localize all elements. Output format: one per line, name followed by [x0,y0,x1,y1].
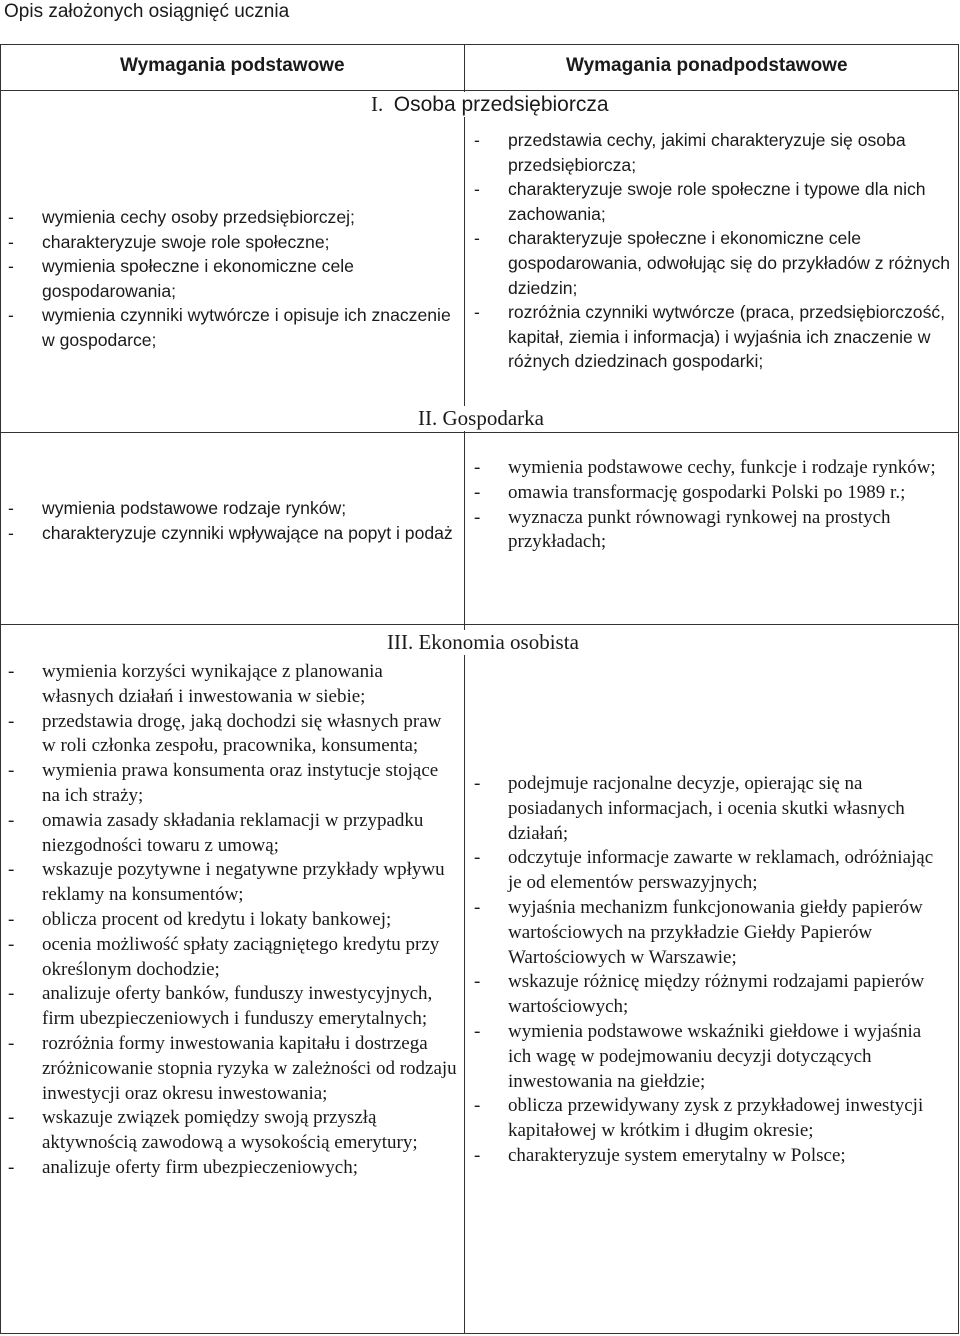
section-numeral-1: I. [371,92,384,116]
section-1-basic-list [6,205,454,353]
column-header-advanced: Wymagania ponadpodstawowe [566,55,848,76]
section-title-2 [415,406,547,431]
section-numeral-3: III. [387,630,414,654]
list-item: - rozróżnia formy inwestowania kapitału i dostrzega zróżnicowanie stopnia ryzyka w zależności od rodzaju inwestycji oraz okresu inwestowania; [6,1032,458,1106]
section-label-2: Gospodarka [442,406,544,430]
section-divider-1 [0,432,959,433]
section-divider-2 [0,624,959,625]
list-item: - rozróżnia czynniki wytwórcze (praca, przedsiębiorczość, kapitał, ziemia i informacja) i wyjaśnia ich znaczenie w różnych dziedzinach gospodarki; [472,300,952,374]
list-item: - wskazuje pozytywne i negatywne przykłady wpływu reklamy na konsumentów; [6,858,458,908]
list-item: - ocenia możliwość spłaty zaciągniętego kredytu przy określonym dochodzie; [6,933,458,983]
list-item: - charakteryzuje społeczne i ekonomiczne cele gospodarowania, odwołując się do przykładów z różnych dziedzin; [472,226,952,300]
section-label-1: Osoba przedsiębiorcza [393,93,609,116]
list-item: - przedstawia cechy, jakimi charakteryzuje się osoba przedsiębiorcza; [472,128,952,177]
list-item: - charakteryzuje system emerytalny w Polsce; [472,1144,948,1169]
column-divider [464,44,465,1334]
list-item: - wymienia podstawowe rodzaje rynków; [6,496,458,521]
section-2-basic-list [6,496,458,545]
list-item: - oblicza procent od kredytu i lokaty bankowej; [6,908,458,933]
section-2-advanced-list [472,456,946,555]
section-1-advanced-list [472,128,952,374]
section-label-3: Ekonomia osobista [418,630,579,654]
section-title-1 [368,92,612,117]
list-item: - wymienia podstawowe cechy, funkcje i rodzaje rynków; [472,456,946,481]
list-item: - podejmuje racjonalne decyzje, opierając się na posiadanych informacjach, i ocenia skutki własnych działań; [472,772,948,846]
list-item: - wskazuje związek pomiędzy swoją przyszłą aktywnością zawodową a wysokością emerytury; [6,1106,458,1156]
list-item: - analizuje oferty banków, funduszy inwestycyjnych, firm ubezpieczeniowych i funduszy emerytalnych; [6,982,458,1032]
list-item: - wskazuje różnicę między różnymi rodzajami papierów wartościowych; [472,970,948,1020]
header-divider [0,90,959,91]
list-item: - charakteryzuje czynniki wpływające na popyt i podaż [6,521,458,546]
list-item: - omawia zasady składania reklamacji w przypadku niezgodności towaru z umową; [6,809,458,859]
page-title: Opis założonych osiągnięć ucznia [4,1,290,22]
list-item: - odczytuje informacje zawarte w reklamach, odróżniając je od elementów perswazyjnych; [472,846,948,896]
section-3-advanced-list [472,772,948,1169]
list-item: - wymienia podstawowe wskaźniki giełdowe i wyjaśnia ich wagę w podejmowaniu decyzji dotyczących inwestowania na giełdzie; [472,1020,948,1094]
list-item: - wymienia czynniki wytwórcze i opisuje ich znaczenie w gospodarce; [6,303,454,352]
section-numeral-2: II. [418,406,438,430]
list-item: - wymienia społeczne i ekonomiczne cele gospodarowania; [6,254,454,303]
list-item: - wymienia prawa konsumenta oraz instytucje stojące na ich straży; [6,759,458,809]
column-header-basic: Wymagania podstawowe [120,55,345,76]
list-item: - przedstawia drogę, jaką dochodzi się własnych praw w roli członka zespołu, pracownika, konsumenta; [6,710,458,760]
list-item: - wyznacza punkt równowagi rynkowej na prostych przykładach; [472,506,946,556]
list-item: - omawia transformację gospodarki Polski po 1989 r.; [472,481,946,506]
list-item: - oblicza przewidywany zysk z przykładowej inwestycji kapitałowej w krótkim i długim okresie; [472,1094,948,1144]
section-3-basic-list [6,660,458,1181]
section-title-3 [384,630,582,655]
list-item: - analizuje oferty firm ubezpieczeniowych; [6,1156,458,1181]
list-item: - charakteryzuje swoje role społeczne i typowe dla nich zachowania; [472,177,952,226]
list-item: - wyjaśnia mechanizm funkcjonowania giełdy papierów wartościowych na przykładzie Giełdy Papierów Wartościowych w Warszawie; [472,896,948,970]
list-item: - charakteryzuje swoje role społeczne; [6,230,454,255]
list-item: - wymienia korzyści wynikające z planowania własnych działań i inwestowania w siebie; [6,660,458,710]
list-item: - wymienia cechy osoby przedsiębiorczej; [6,205,454,230]
